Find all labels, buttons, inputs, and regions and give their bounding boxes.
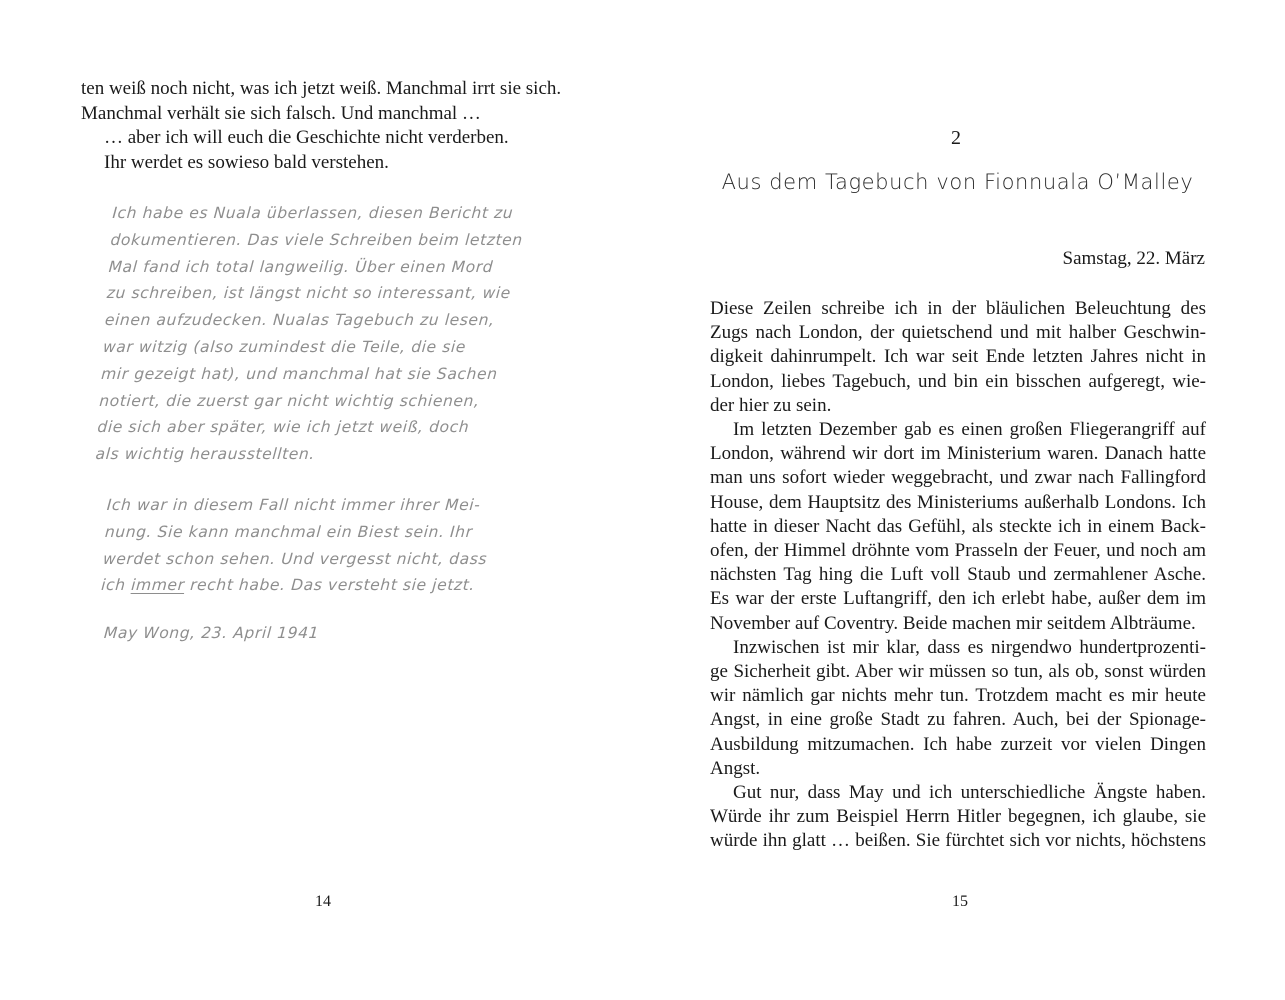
body-line: London, während wir dort im Ministerium waren. Danach hatte	[710, 443, 1206, 465]
body-line: Angst.	[710, 757, 761, 779]
body-line: Inzwischen ist mir klar, dass es nirgendwo hundertprozenti-	[733, 636, 1206, 658]
right-body-text	[710, 297, 1206, 854]
body-line: Ihr werdet es sowieso bald verstehen.	[104, 151, 389, 173]
handwritten-line: Mal fand ich total langweilig. Über einen Mord	[108, 257, 494, 276]
left-page	[0, 0, 640, 1000]
body-line: Im letzten Dezember gab es einen großen Fliegerangriff auf	[733, 419, 1206, 441]
body-line: der hier zu sein.	[710, 394, 832, 416]
page-number: 15	[952, 893, 968, 910]
body-line: … aber ich will euch die Geschichte nicht verderben.	[104, 127, 509, 148]
body-line: Angst, in eine große Stadt zu fahren. Auch, bei der Spionage-	[710, 709, 1206, 731]
handwritten-line: notiert, die zuerst gar nicht wichtig schienen,	[98, 391, 481, 410]
handwritten-line	[100, 572, 562, 599]
handwritten-line: dokumentieren. Das viele Schreiben beim letzten	[109, 230, 524, 249]
body-line: wir nämlich gar nichts mehr tun. Trotzdem macht es mir heute	[710, 685, 1206, 707]
handwritten-line: zu schreiben, ist längst nicht so interessant, wie	[106, 284, 512, 303]
page-number: 14	[315, 893, 331, 910]
handwritten-text: recht habe. Das versteht sie jetzt.	[183, 576, 476, 595]
left-body-text	[81, 77, 581, 175]
underlined-word: immer	[130, 576, 186, 595]
body-line: man uns sofort wieder weggebracht, und zwar nach Fallingford	[710, 467, 1206, 489]
handwritten-note-paragraph-1	[95, 200, 574, 468]
body-line: Ausbildung mitzumachen. Ich habe zurzeit vor vielen Dingen	[710, 733, 1206, 755]
body-line: ten weiß noch nicht, was ich jetzt weiß. Manchmal irrt sie sich.	[81, 78, 562, 99]
handwritten-line: einen aufzudecken. Nualas Tagebuch zu lesen,	[104, 311, 496, 330]
handwritten-text: ich	[100, 576, 132, 595]
handwritten-line: nung. Sie kann manchmal ein Biest sein. Ihr	[104, 522, 474, 541]
body-line: hatte in dieser Nacht das Gefühl, als steckte ich in einem Back-	[710, 515, 1206, 537]
handwritten-line: war witzig (also zumindest die Teile, die sie	[102, 337, 467, 356]
body-line: würde ihn glatt … beißen. Sie fürchtet sich vor nichts, höchstens	[710, 830, 1206, 852]
handwritten-line: als wichtig herausstellten.	[94, 445, 316, 464]
body-line: digkeit dahinrumpelt. Ich war seit Ende letzten Jahres nicht in	[710, 346, 1206, 368]
body-line: House, dem Hauptsitz des Ministeriums außerhalb Londons. Ich	[710, 491, 1206, 513]
body-line: ge Sicherheit gibt. Aber wir müssen so tun, als ob, sonst würden	[710, 661, 1206, 683]
chapter-title: Aus dem Tagebuch von Fionnuala O’Malley	[721, 170, 1194, 194]
signature-line: May Wong, 23. April 1941	[103, 624, 320, 642]
diary-date: Samstag, 22. März	[1062, 248, 1205, 269]
body-line: November auf Coventry. Beide machen mir seitdem Albträume.	[710, 612, 1196, 634]
body-line: ofen, der Himmel dröhnte vom Prasseln der Feuer, und noch am	[710, 540, 1206, 562]
handwritten-line: mir gezeigt hat), und manchmal hat sie Sachen	[100, 364, 499, 383]
body-line: Es war der erste Luftangriff, den ich erlebt habe, außer dem im	[710, 588, 1206, 610]
body-line: Würde ihr zum Beispiel Herrn Hitler begegnen, ich glaube, sie	[710, 806, 1206, 828]
body-line: Diese Zeilen schreibe ich in der bläulichen Beleuchtung des	[710, 298, 1206, 319]
chapter-number: 2	[951, 127, 961, 149]
handwritten-signature	[103, 620, 565, 647]
handwritten-note-paragraph-2	[100, 492, 567, 599]
handwritten-line: Ich war in diesem Fall nicht immer ihrer Mei-	[106, 496, 482, 514]
handwritten-line: die sich aber später, wie ich jetzt weiß, doch	[96, 418, 470, 437]
body-line: Gut nur, dass May und ich unterschiedliche Ängste haben.	[733, 782, 1206, 804]
body-line: nächsten Tag hing die Luft voll Staub und zermahlener Asche.	[710, 564, 1206, 586]
body-line: London, liebes Tagebuch, und bin ein bisschen aufgeregt, wie-	[710, 370, 1206, 392]
handwritten-line: werdet schon sehen. Und vergesst nicht, dass	[102, 549, 488, 568]
body-line: Zugs nach London, der quietschend und mit halber Geschwin-	[710, 322, 1206, 344]
body-line: Manchmal verhält sie sich falsch. Und manchmal …	[81, 102, 481, 124]
handwritten-line: Ich habe es Nuala überlassen, diesen Bericht zu	[111, 204, 514, 222]
right-page	[640, 0, 1285, 1000]
